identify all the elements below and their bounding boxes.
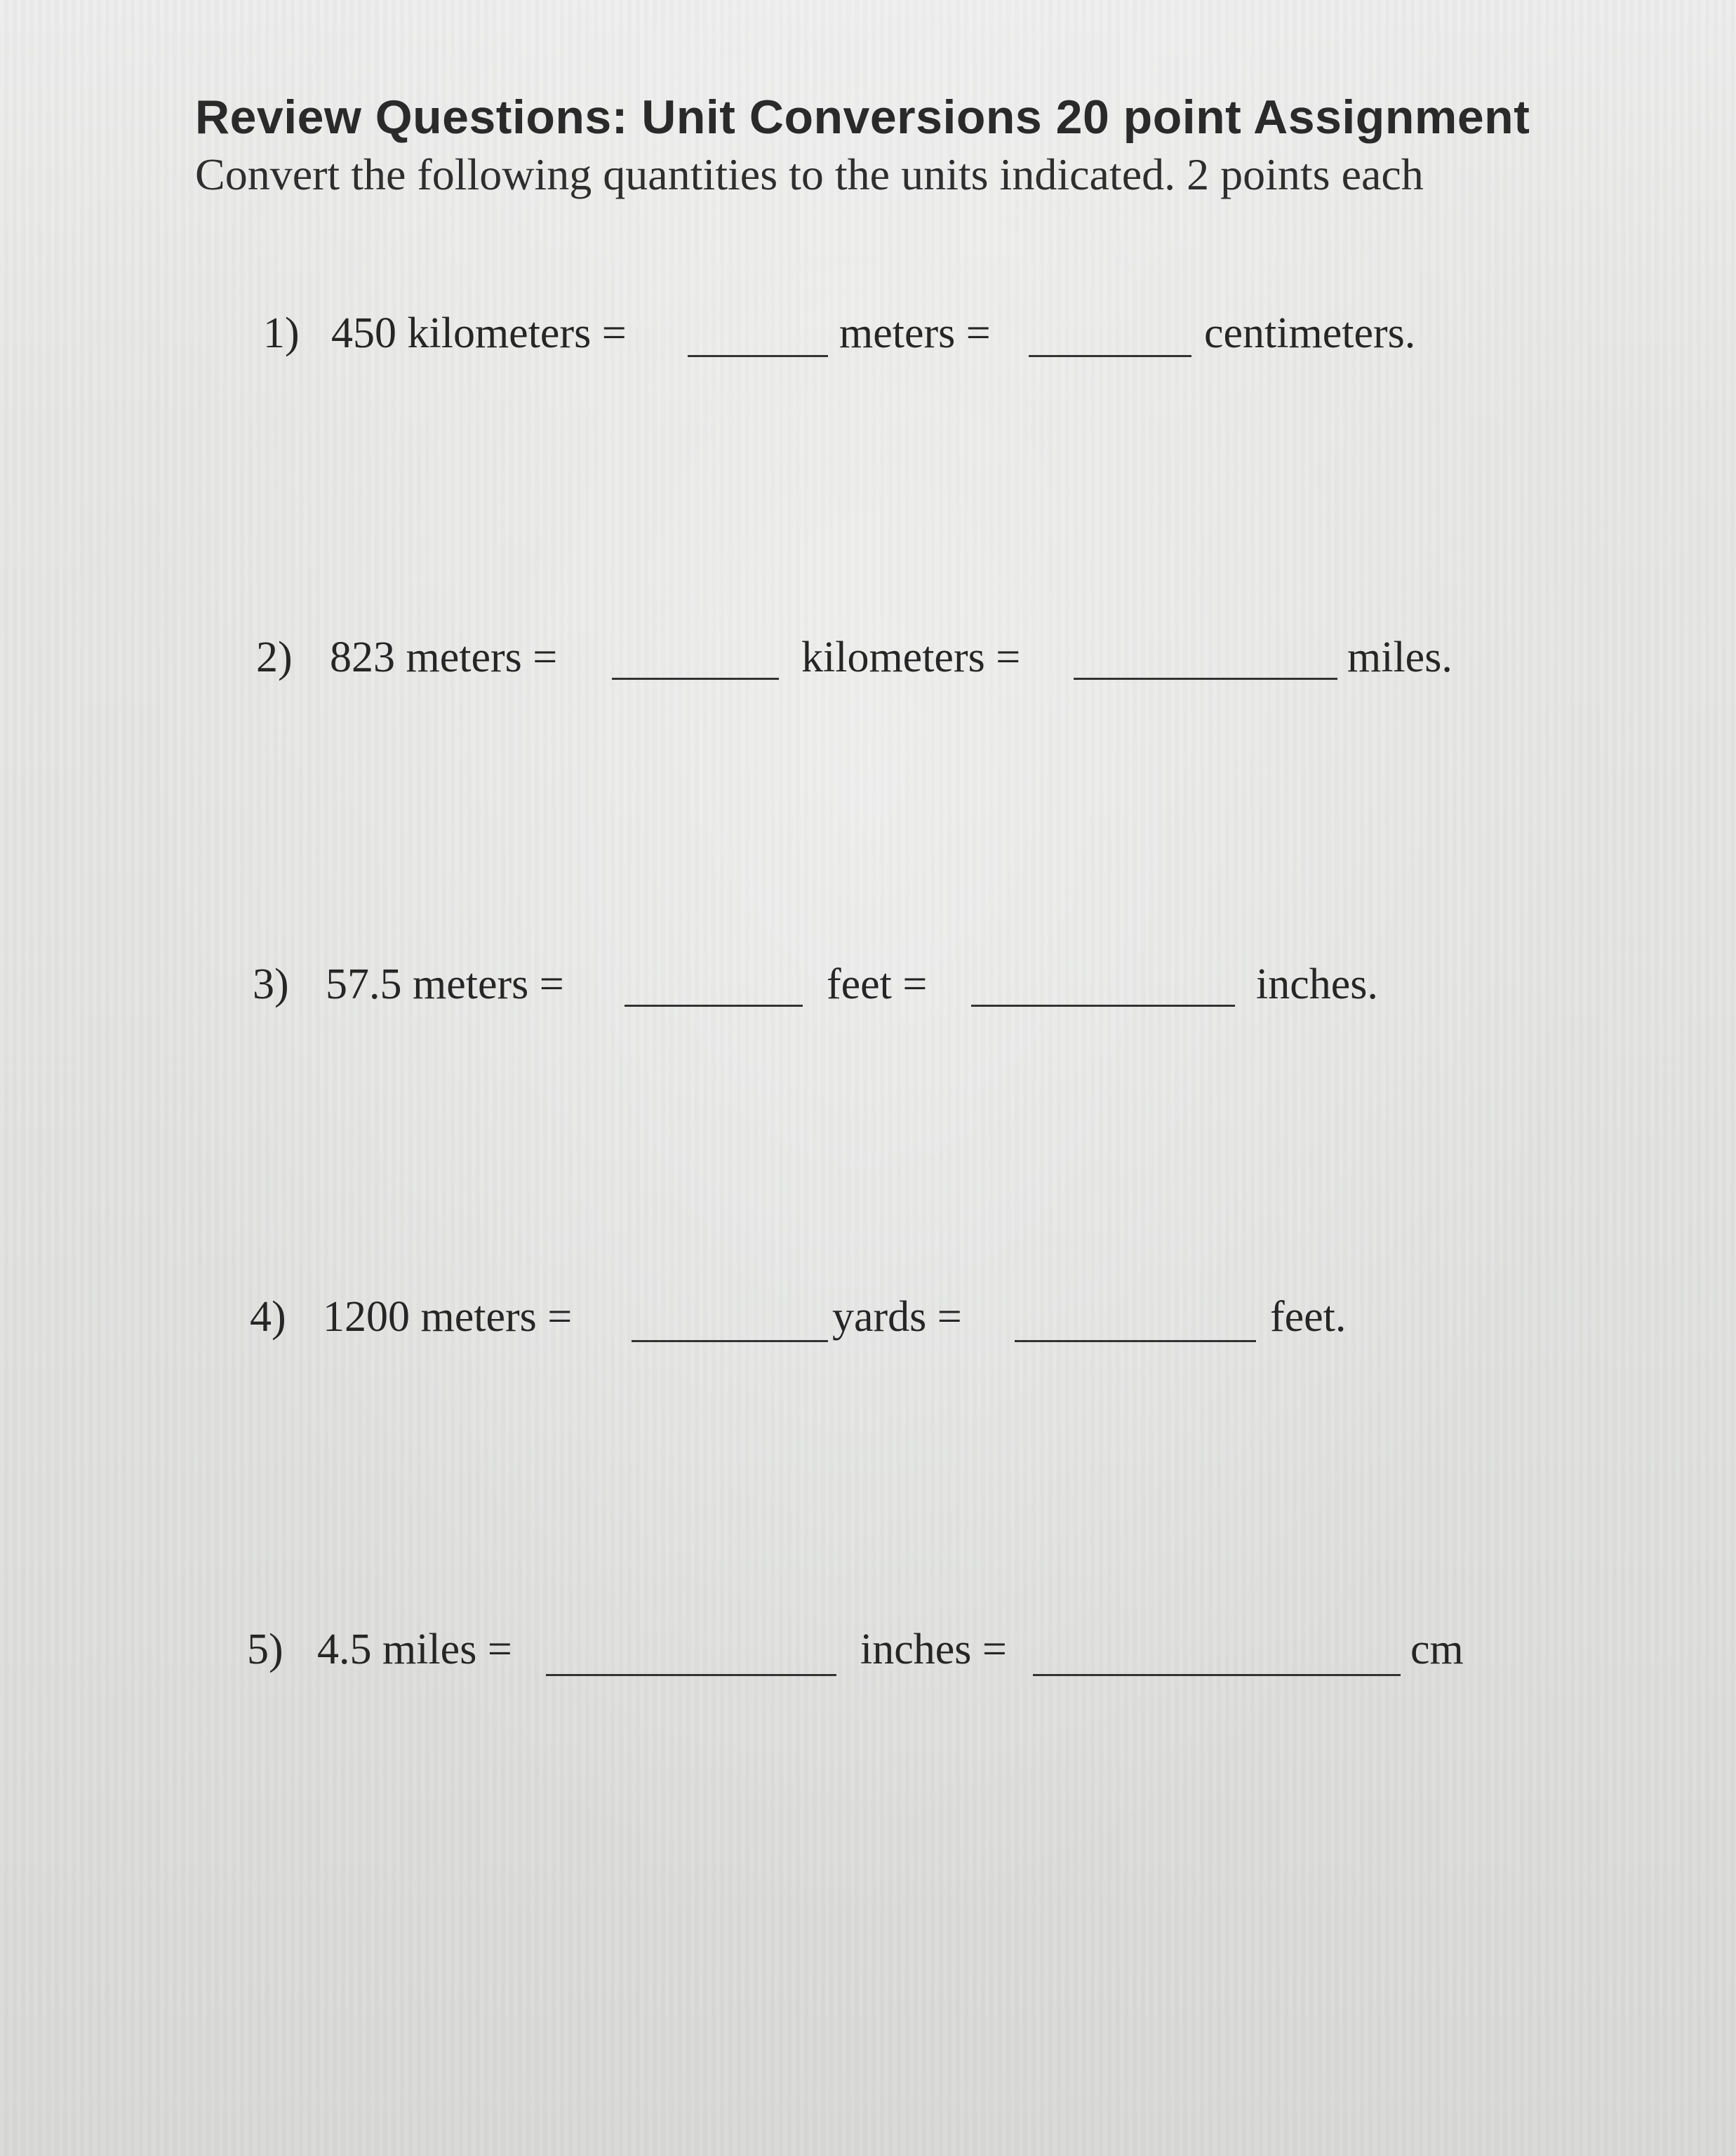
question-number: 3) xyxy=(253,960,289,1008)
question-2 xyxy=(0,633,1736,696)
unit-label-1: yards = xyxy=(832,1293,962,1341)
unit-label-2: feet. xyxy=(1270,1293,1347,1341)
page-title: Review Questions: Unit Conversions 20 point Assignment xyxy=(195,91,1530,144)
question-quantity: 450 kilometers = xyxy=(331,309,627,357)
question-number: 2) xyxy=(256,634,293,681)
question-4 xyxy=(0,1292,1736,1355)
instructions: Convert the following quantities to the units indicated. 2 points each xyxy=(195,149,1424,199)
answer-blank-2[interactable] xyxy=(1033,1674,1401,1676)
answer-blank-2[interactable] xyxy=(1029,355,1191,357)
question-quantity: 823 meters = xyxy=(330,634,558,681)
question-number: 4) xyxy=(250,1293,286,1341)
answer-blank-2[interactable] xyxy=(1074,678,1337,680)
answer-blank-1[interactable] xyxy=(688,355,828,357)
unit-label-1: kilometers = xyxy=(801,634,1021,681)
question-number: 1) xyxy=(263,309,300,357)
question-quantity: 57.5 meters = xyxy=(326,960,564,1008)
question-5 xyxy=(0,1625,1736,1688)
unit-label-1: feet = xyxy=(827,960,928,1008)
question-number: 5) xyxy=(247,1626,283,1673)
answer-blank-1[interactable] xyxy=(632,1340,828,1342)
unit-label-1: inches = xyxy=(860,1626,1007,1673)
unit-label-1: meters = xyxy=(839,309,991,357)
answer-blank-2[interactable] xyxy=(1015,1340,1256,1342)
question-quantity: 1200 meters = xyxy=(323,1293,573,1341)
question-1 xyxy=(0,309,1736,372)
question-3 xyxy=(0,960,1736,1023)
answer-blank-1[interactable] xyxy=(546,1674,836,1676)
unit-label-2: cm xyxy=(1410,1626,1464,1673)
answer-blank-2[interactable] xyxy=(971,1005,1235,1007)
answer-blank-1[interactable] xyxy=(612,678,779,680)
answer-blank-1[interactable] xyxy=(625,1005,803,1007)
unit-label-2: miles. xyxy=(1347,634,1453,681)
unit-label-2: centimeters. xyxy=(1204,309,1416,357)
question-quantity: 4.5 miles = xyxy=(317,1626,512,1673)
unit-label-2: inches. xyxy=(1256,960,1378,1008)
